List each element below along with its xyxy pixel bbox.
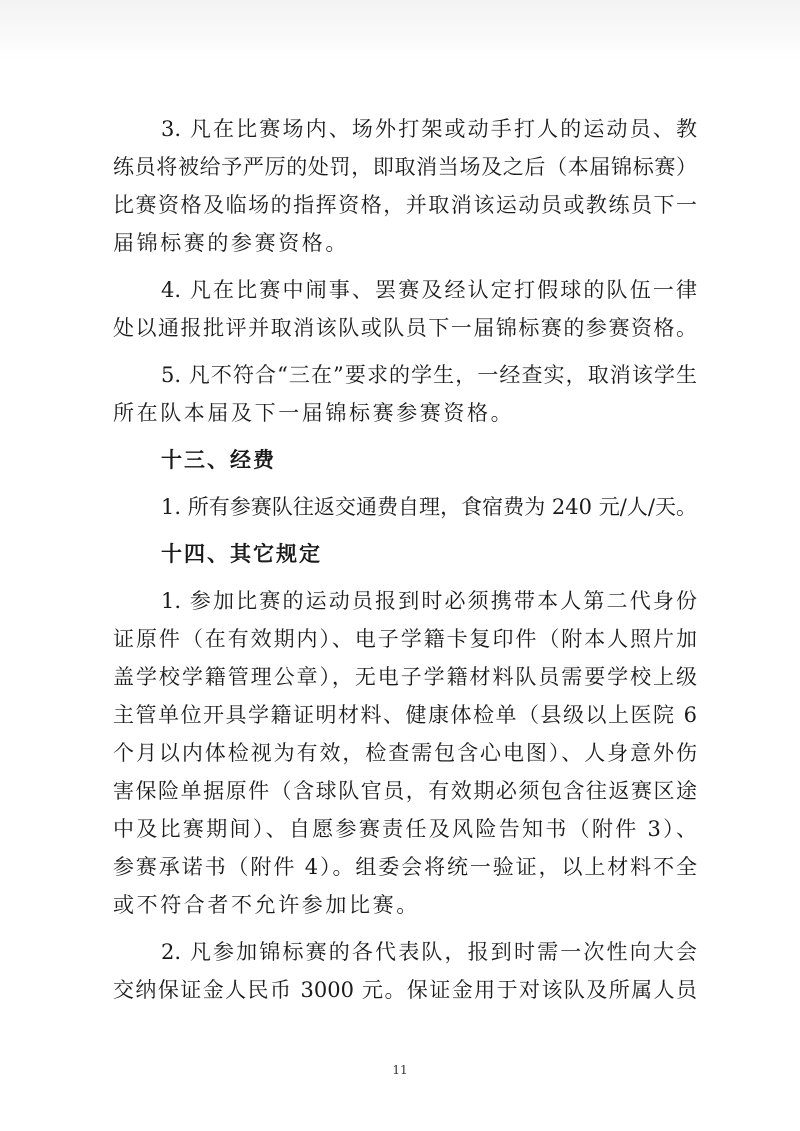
text-line: 比赛资格及临场的指挥资格，并取消该运动员或教练员下一: [113, 193, 697, 217]
text-line: 4. 凡在比赛中闹事、罢赛及经认定打假球的队伍一律: [161, 278, 697, 302]
text-line: 或不符合者不允许参加比赛。: [113, 893, 420, 917]
text-line: 盖学校学籍管理公章），无电子学籍材料队员需要学校上级: [113, 665, 697, 689]
section-heading-other-rules: [113, 535, 697, 573]
text-line: 2. 凡参加锦标赛的各代表队，报到时需一次性向大会: [161, 940, 697, 964]
scan-top-shadow: [0, 0, 800, 60]
paragraph-other-2: [113, 933, 697, 1009]
section-title: 十三、经费: [161, 448, 276, 472]
text-line: 练员将被给予严厉的处罚，即取消当场及之后（本届锦标赛）: [113, 155, 697, 179]
text-line: 参赛承诺书（附件 4）。组委会将统一验证，以上材料不全: [113, 855, 697, 879]
text-line: 中及比赛期间）、自愿参赛责任及风险告知书（附件 3）、: [113, 817, 697, 841]
text-line: 5. 凡不符合“三在”要求的学生，一经查实，取消该学生: [161, 363, 697, 387]
text-line: 3. 凡在比赛场内、场外打架或动手打人的运动员、教: [161, 117, 697, 141]
text-line: 所在队本届及下一届锦标赛参赛资格。: [113, 401, 515, 425]
paragraph-rule-5: [113, 356, 697, 432]
paragraph-fee-1: [113, 488, 697, 526]
text-line: 1. 所有参赛队往返交通费自理，食宿费为 240 元/人/天。: [161, 495, 697, 519]
text-line: 届锦标赛的参赛资格。: [113, 231, 349, 255]
paragraph-rule-4: [113, 271, 697, 347]
text-line: 处以通报批评并取消该队或队员下一届锦标赛的参赛资格。: [113, 316, 697, 340]
paragraph-other-1: [113, 582, 697, 924]
page-number: 11: [392, 1063, 408, 1077]
text-line: 主管单位开具学籍证明材料、健康体检单（县级以上医院 6: [113, 703, 697, 727]
text-line: 个月以内体检视为有效，检查需包含心电图）、人身意外伤: [113, 741, 697, 765]
section-title: 十四、其它规定: [161, 542, 322, 566]
document-body: [113, 110, 697, 1009]
text-line: 交纳保证金人民币 3000 元。保证金用于对该队及所属人员: [113, 978, 697, 1002]
text-line: 害保险单据原件（含球队官员，有效期必须包含往返赛区途: [113, 779, 697, 803]
section-heading-fees: [113, 441, 697, 479]
text-line: 1. 参加比赛的运动员报到时必须携带本人第二代身份: [161, 589, 697, 613]
paragraph-rule-3: [113, 110, 697, 262]
text-line: 证原件（在有效期内）、电子学籍卡复印件（附本人照片加: [113, 627, 697, 651]
